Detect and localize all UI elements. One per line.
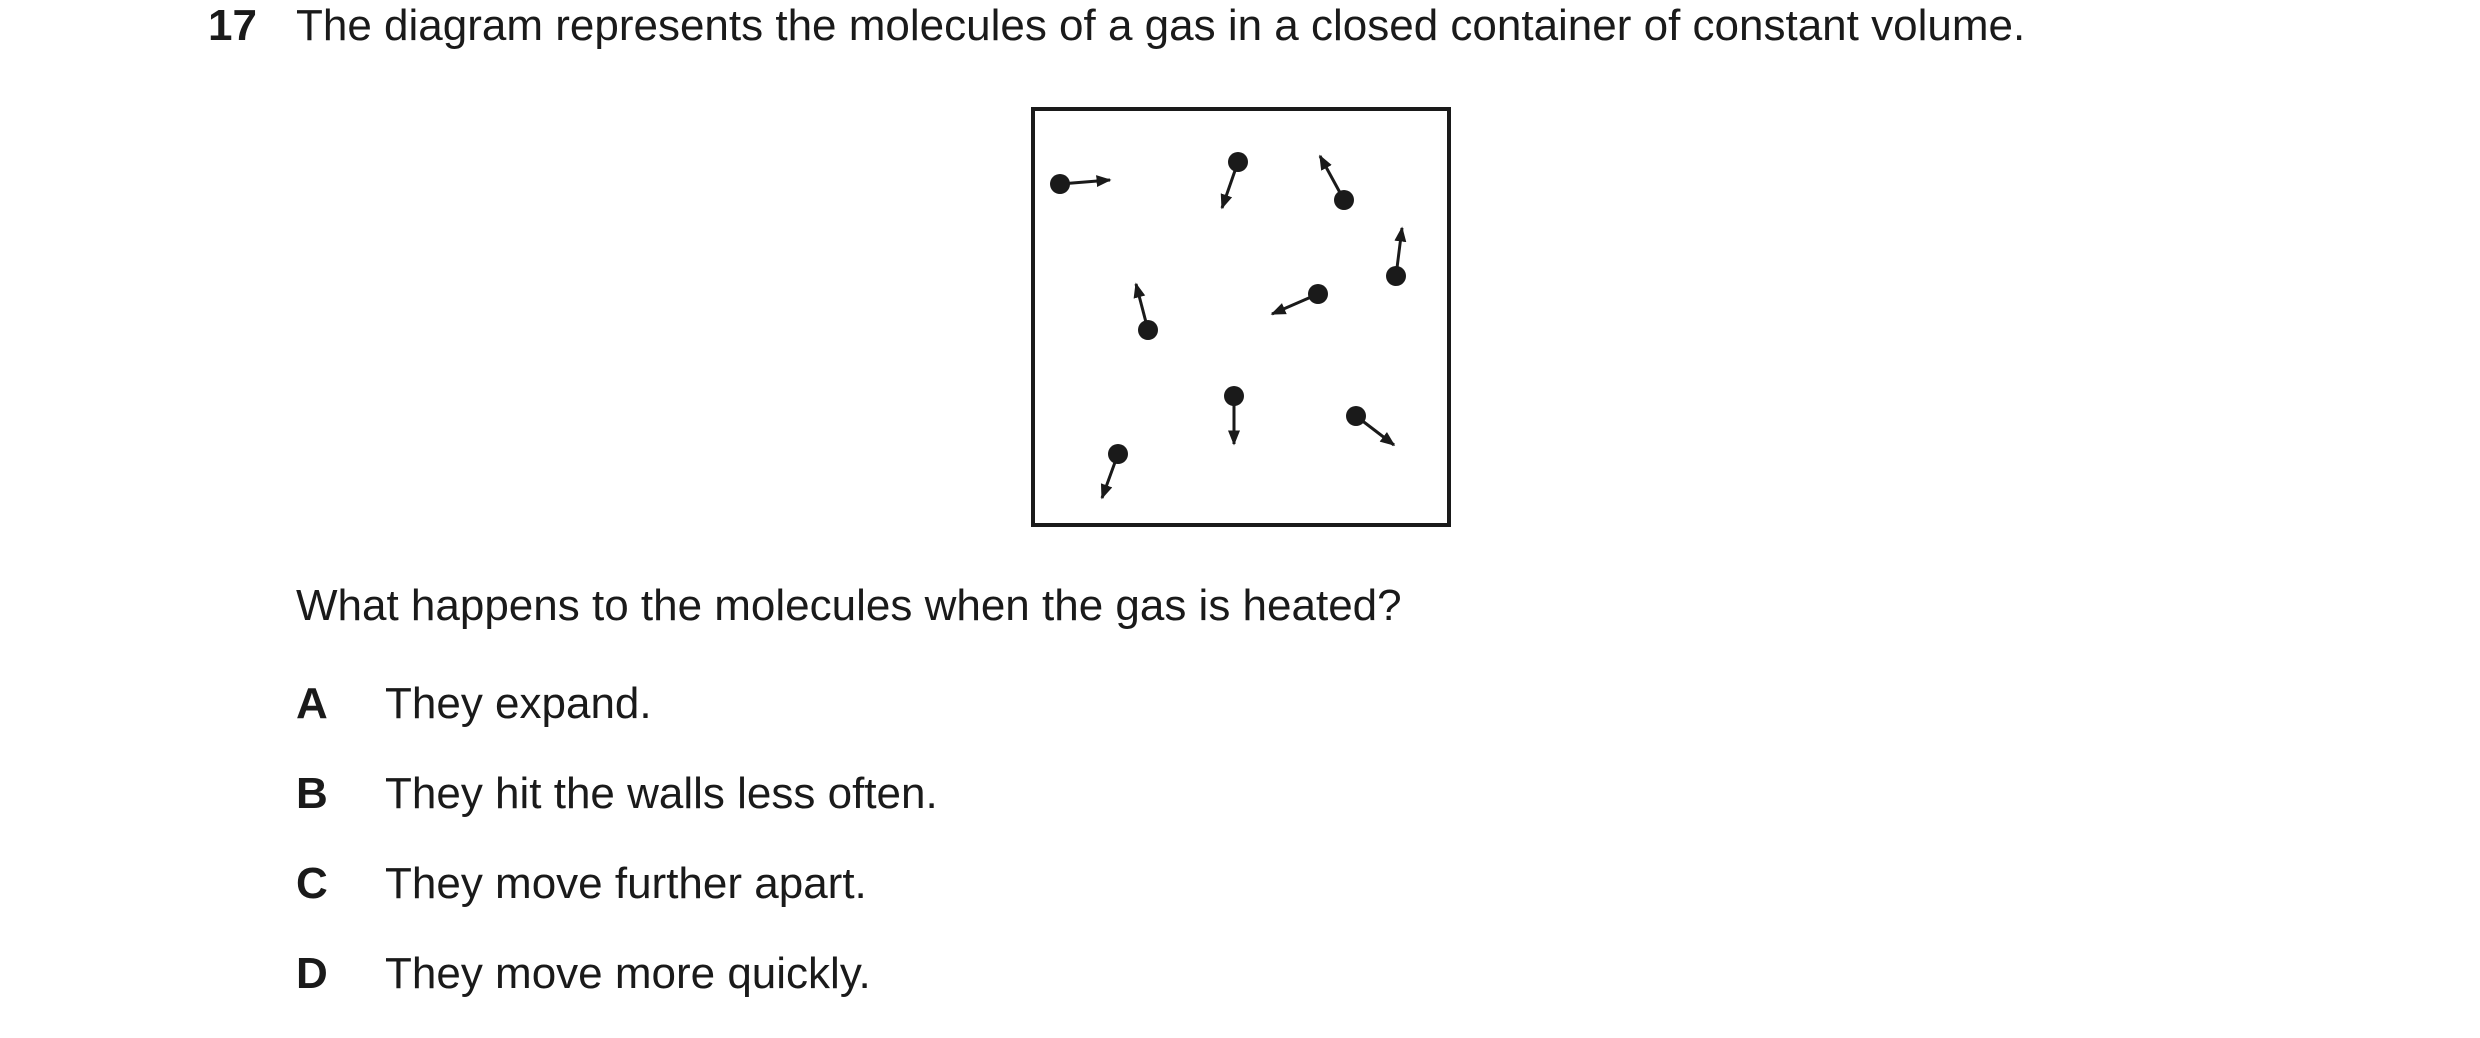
molecule-6 [1272, 284, 1328, 314]
question-number: 17 [208, 1, 257, 50]
option-letter: C [296, 859, 328, 908]
option-text: They expand. [385, 679, 652, 728]
molecule-7 [1224, 386, 1244, 444]
question-stem: The diagram represents the molecules of a gas in a closed container of constant volume. [296, 1, 2026, 50]
molecule-4 [1386, 228, 1406, 286]
question-prompt: What happens to the molecules when the gas is heated? [296, 581, 1402, 630]
option-letter: D [296, 949, 328, 998]
molecule-9 [1102, 444, 1128, 498]
option-letter: A [296, 679, 328, 728]
molecule-5 [1136, 284, 1158, 340]
molecule-3 [1320, 156, 1354, 210]
molecule-8 [1346, 406, 1394, 445]
gas-container-diagram [1024, 100, 1464, 540]
option-text: They hit the walls less often. [385, 769, 938, 818]
molecule-2 [1222, 152, 1248, 208]
option-text: They move further apart. [385, 859, 867, 908]
option-letter: B [296, 769, 328, 818]
option-text: They move more quickly. [385, 949, 871, 998]
molecule-1 [1050, 174, 1110, 194]
